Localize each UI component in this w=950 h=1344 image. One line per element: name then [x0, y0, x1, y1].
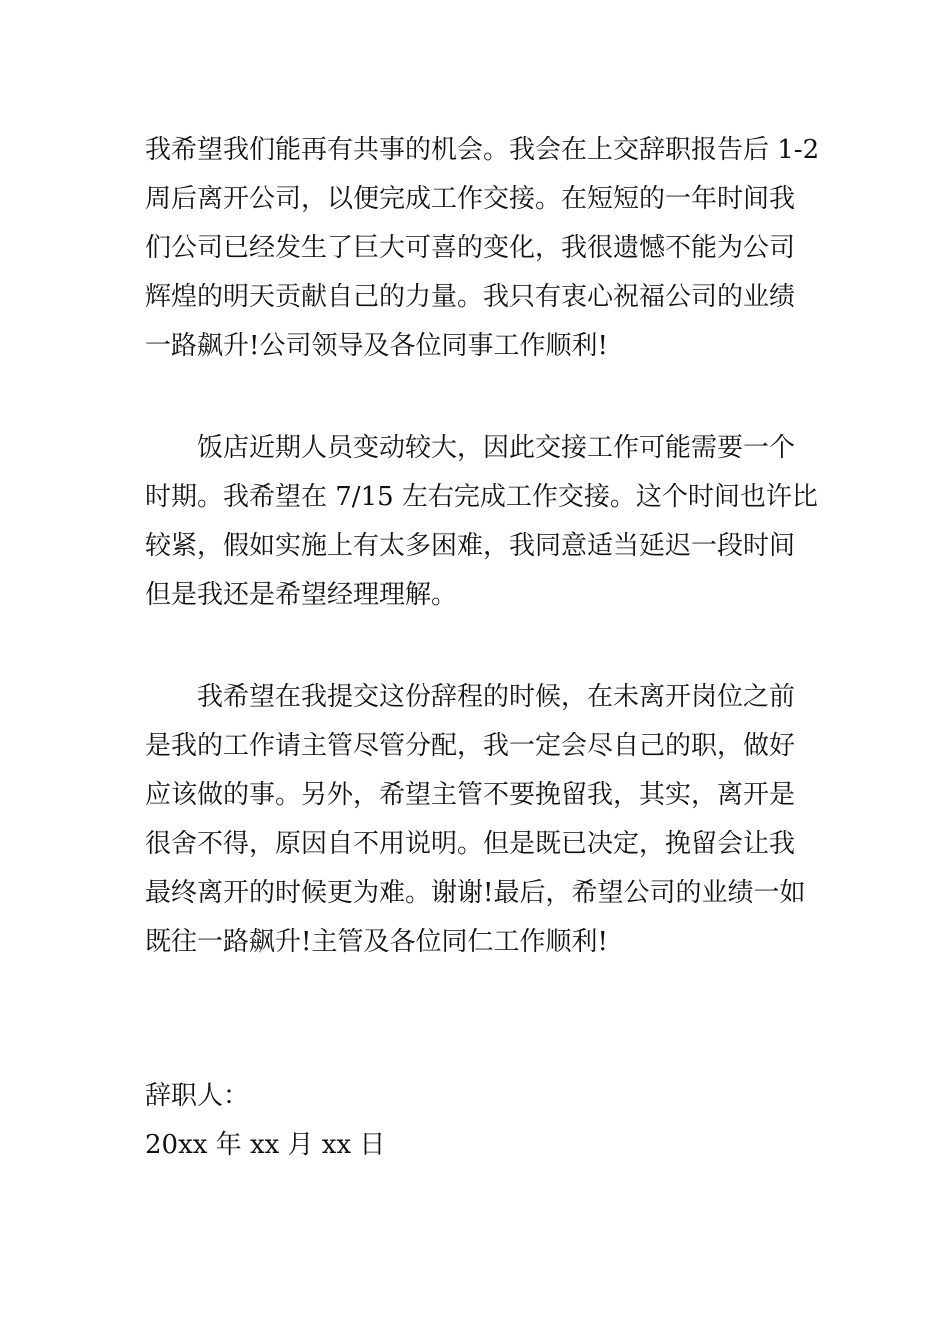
paragraph-3-line-3: 应该做的事。另外，希望主管不要挽留我，其实，离开是 [145, 780, 796, 810]
paragraph-3-line-1: 我希望在我提交这份辞程的时候，在未离开岗位之前 [197, 682, 796, 712]
paragraph-2-line-1: 饭店近期人员变动较大，因此交接工作可能需要一个 [197, 433, 796, 463]
paragraph-2-line-3: 较紧，假如实施上有太多困难，我同意适当延迟一段时间 [145, 531, 796, 561]
signature-label: 辞职人： [145, 1081, 250, 1111]
paragraph-2-line-4: 但是我还是希望经理理解。 [145, 580, 458, 610]
paragraph-1-line-3: 们公司已经发生了巨大可喜的变化，我很遗憾不能为公司 [145, 233, 796, 263]
paragraph-2-line-2: 时期。我希望在 7/15 左右完成工作交接。这个时间也许比 [145, 482, 818, 512]
paragraph-3-line-2: 是我的工作请主管尽管分配，我一定会尽自己的职，做好 [145, 731, 796, 761]
paragraph-3-line-4: 很舍不得，原因自不用说明。但是既已决定，挽留会让我 [145, 829, 796, 859]
paragraph-1-line-1: 我希望我们能再有共事的机会。我会在上交辞职报告后 1-2 [145, 135, 820, 165]
signature-date: 20xx 年 xx 月 xx 日 [145, 1130, 386, 1160]
paragraph-3-line-6: 既往一路飙升!主管及各位同仁工作顺利! [145, 927, 608, 957]
paragraph-1-line-2: 周后离开公司，以便完成工作交接。在短短的一年时间我 [145, 184, 796, 214]
paragraph-1-line-5: 一路飙升!公司领导及各位同事工作顺利! [145, 331, 608, 361]
paragraph-3-line-5: 最终离开的时候更为难。谢谢!最后，希望公司的业绩一如 [145, 878, 806, 908]
paragraph-1-line-4: 辉煌的明天贡献自己的力量。我只有衷心祝福公司的业绩 [145, 282, 796, 312]
